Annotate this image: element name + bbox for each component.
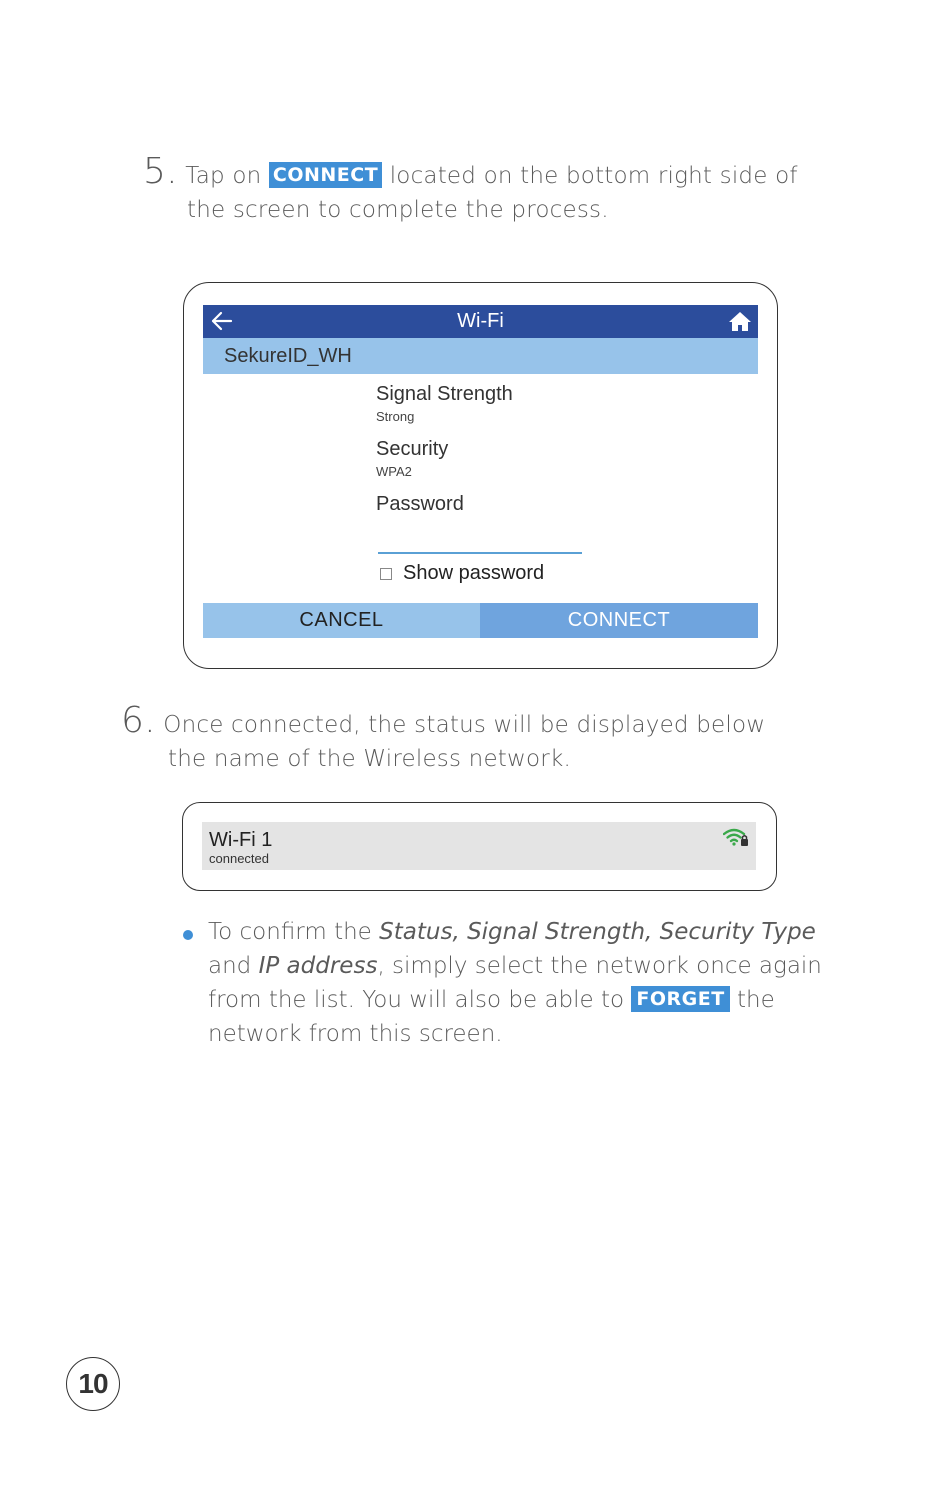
- text-span: ,: [645, 919, 653, 945]
- ssid-bar: SekureID_WH: [203, 338, 758, 374]
- wifi-topbar: [203, 305, 758, 338]
- step-5-text: [143, 151, 863, 227]
- home-icon[interactable]: [728, 310, 752, 332]
- bullet-line: network from this screen.: [208, 1021, 503, 1047]
- signal-strength-term: Signal Strength: [467, 919, 646, 945]
- security-type-term: Security Type: [659, 919, 816, 945]
- bullet-dot: [183, 930, 193, 940]
- step-text-part: Once connected, the status will be displayed below: [163, 712, 766, 738]
- signal-strength-block: [376, 383, 513, 424]
- text-span: ,: [452, 919, 460, 945]
- status-term: Status: [379, 919, 453, 945]
- security-value: WPA2: [376, 464, 412, 479]
- security-label: Security: [376, 438, 449, 460]
- show-password-checkbox[interactable]: [380, 568, 392, 580]
- text-span: and: [208, 953, 252, 979]
- show-password-label: Show password: [403, 562, 545, 584]
- password-label: Password: [376, 493, 464, 515]
- step-text-line: the name of the Wireless network.: [168, 746, 571, 772]
- step-6-text: [121, 700, 841, 776]
- network-list-item[interactable]: [202, 822, 756, 870]
- wifi-screen: [203, 305, 758, 640]
- text-span: from the list. You will also be able to: [208, 987, 625, 1013]
- step-number: 5.: [143, 151, 178, 192]
- bullet-line: [208, 915, 848, 949]
- password-block: [376, 493, 464, 516]
- cancel-button[interactable]: CANCEL: [203, 603, 480, 638]
- bullet-line: [208, 983, 848, 1017]
- text-span: , simply select the network once again: [377, 953, 822, 979]
- network-status: connected: [209, 851, 269, 866]
- text-span: the: [737, 987, 775, 1013]
- network-name: Wi-Fi 1: [209, 829, 273, 851]
- wifi-locked-icon: [723, 827, 751, 849]
- connect-tag: CONNECT: [269, 162, 382, 188]
- step-text-part: located on the bottom right side of: [389, 163, 798, 189]
- connect-button[interactable]: CONNECT: [480, 603, 758, 638]
- security-block: [376, 438, 448, 479]
- ip-address-term: IP address: [258, 953, 378, 979]
- text-span: To confirm the: [208, 919, 372, 945]
- signal-strength-value: Strong: [376, 409, 415, 424]
- password-input[interactable]: [378, 552, 582, 554]
- forget-tag: FORGET: [631, 986, 729, 1012]
- wifi-title: Wi-Fi: [457, 310, 504, 332]
- bullet-paragraph: [208, 915, 848, 1051]
- bullet-line: [208, 949, 848, 983]
- step-text-part: Tap on: [185, 163, 262, 189]
- page-number: 10: [66, 1357, 120, 1411]
- dialog-buttons: [203, 603, 758, 638]
- signal-strength-label: Signal Strength: [376, 383, 513, 405]
- show-password-toggle[interactable]: [380, 562, 544, 585]
- step-number: 6.: [121, 700, 156, 741]
- step-text-line: the screen to complete the process.: [187, 197, 609, 223]
